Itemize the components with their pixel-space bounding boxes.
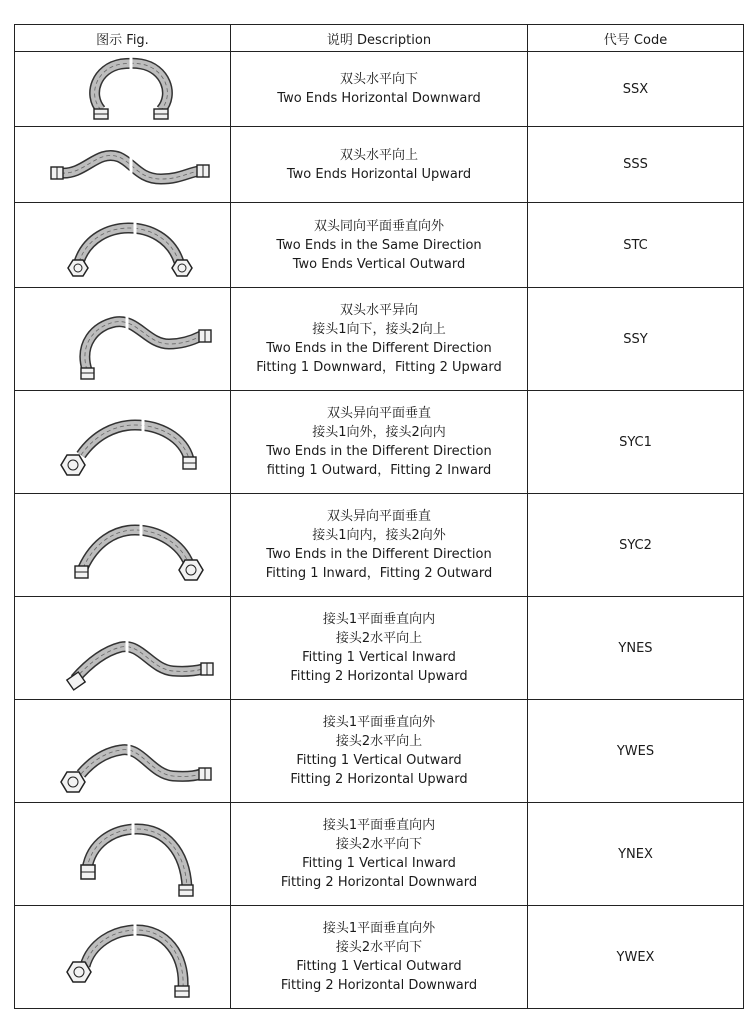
description-cell — [231, 803, 528, 906]
code-cell: SYC1 — [528, 391, 744, 494]
description-line: Fitting 2 Horizontal Downward — [280, 978, 478, 993]
hose-vertical-inward-downward-icon — [23, 807, 223, 902]
description-line: Fitting 2 Horizontal Downward — [280, 875, 478, 890]
description-line: Fitting 1 Vertical Outward — [296, 959, 462, 974]
hose-vertical-inward-upward-icon — [23, 601, 223, 696]
figure-cell — [15, 803, 231, 906]
table-row — [15, 203, 744, 288]
description-line: 接头1平面垂直向内 — [322, 612, 436, 627]
hose-vertical-outward-upward-icon — [23, 704, 223, 799]
code-cell: YNES — [528, 597, 744, 700]
hose-inward-outward-icon — [23, 498, 223, 593]
description-line: 接头2水平向上 — [335, 631, 423, 646]
description-line: Fitting 1 Vertical Inward — [302, 856, 456, 871]
hose-vertical-outward-downward-icon — [23, 910, 223, 1005]
description-line: 接头1平面垂直向外 — [322, 921, 436, 936]
description-line: 双头水平向上 — [339, 147, 418, 163]
table-row — [15, 391, 744, 494]
description-line: Fitting 1 Vertical Inward — [302, 650, 456, 665]
header-description: 说明 Description — [231, 25, 528, 52]
figure-cell — [15, 391, 231, 494]
description-cell — [231, 127, 528, 203]
figure-cell — [15, 906, 231, 1009]
description-line: 双头异向平面垂直 — [326, 509, 431, 524]
code-cell: SSS — [528, 127, 744, 203]
table-row — [15, 700, 744, 803]
description-line: 接头1平面垂直向外 — [322, 715, 436, 730]
description-line: 双头水平异向 — [339, 303, 418, 318]
description-line: 接头2水平向下 — [335, 837, 423, 852]
code-cell: YWEX — [528, 906, 744, 1009]
description-line: Two Ends Horizontal Downward — [277, 91, 481, 106]
code-cell: SSY — [528, 288, 744, 391]
figure-cell — [15, 203, 231, 288]
table-row — [15, 803, 744, 906]
description-line: Two Ends in the Same Direction — [276, 237, 482, 253]
description-line: 接头1向内，接头2向外 — [312, 528, 446, 543]
description-line: 接头2水平向下 — [335, 940, 423, 955]
hose-configuration-table — [14, 24, 744, 1009]
description-cell — [231, 391, 528, 494]
description-cell — [231, 494, 528, 597]
description-cell — [231, 906, 528, 1009]
hose-different-direction-icon — [23, 292, 223, 387]
description-line: Fitting 2 Horizontal Upward — [290, 669, 468, 684]
description-line: 接头1向下，接头2向上 — [312, 322, 446, 337]
hose-both-ends-down-icon — [23, 54, 223, 124]
description-line: Two Ends Horizontal Upward — [286, 166, 472, 182]
figure-cell — [15, 597, 231, 700]
figure-cell — [15, 127, 231, 203]
description-cell — [231, 700, 528, 803]
description-line: 双头异向平面垂直 — [326, 406, 431, 421]
code-cell: STC — [528, 203, 744, 288]
description-line: Fitting 2 Horizontal Upward — [290, 772, 468, 787]
code-cell: SYC2 — [528, 494, 744, 597]
description-cell — [231, 52, 528, 127]
code-cell: YNEX — [528, 803, 744, 906]
description-line: Two Ends in the Different Direction — [266, 547, 492, 562]
figure-cell — [15, 494, 231, 597]
description-line: 接头2水平向上 — [335, 734, 423, 749]
description-line: fitting 1 Outward，Fitting 2 Inward — [266, 463, 492, 478]
table-row — [15, 52, 744, 127]
figure-cell — [15, 700, 231, 803]
header-row — [15, 25, 744, 52]
table-row — [15, 494, 744, 597]
description-line: Fitting 1 Downward，Fitting 2 Upward — [256, 360, 502, 375]
description-line: Two Ends Vertical Outward — [292, 256, 466, 272]
table-row — [15, 597, 744, 700]
hose-both-ends-up-icon — [23, 135, 223, 195]
code-cell: SSX — [528, 52, 744, 127]
figure-cell — [15, 288, 231, 391]
code-cell: YWES — [528, 700, 744, 803]
description-line: 接头1平面垂直向内 — [322, 818, 436, 833]
table-row — [15, 127, 744, 203]
description-cell — [231, 203, 528, 288]
figure-cell — [15, 52, 231, 127]
hose-same-direction-icon — [23, 208, 223, 283]
description-cell — [231, 597, 528, 700]
table-row — [15, 906, 744, 1009]
description-line: Two Ends in the Different Direction — [266, 444, 492, 459]
description-line: Fitting 1 Inward，Fitting 2 Outward — [265, 566, 493, 581]
description-line: 双头同向平面垂直向外 — [313, 218, 444, 234]
description-cell — [231, 288, 528, 391]
description-line: Two Ends in the Different Direction — [266, 341, 492, 356]
description-line: 双头水平向下 — [339, 72, 418, 87]
header-fig: 图示 Fig. — [15, 25, 231, 52]
description-line: Fitting 1 Vertical Outward — [296, 753, 462, 768]
description-line: 接头1向外，接头2向内 — [312, 425, 446, 440]
hose-outward-inward-icon — [23, 395, 223, 490]
header-code: 代号 Code — [528, 25, 744, 52]
table-row — [15, 288, 744, 391]
